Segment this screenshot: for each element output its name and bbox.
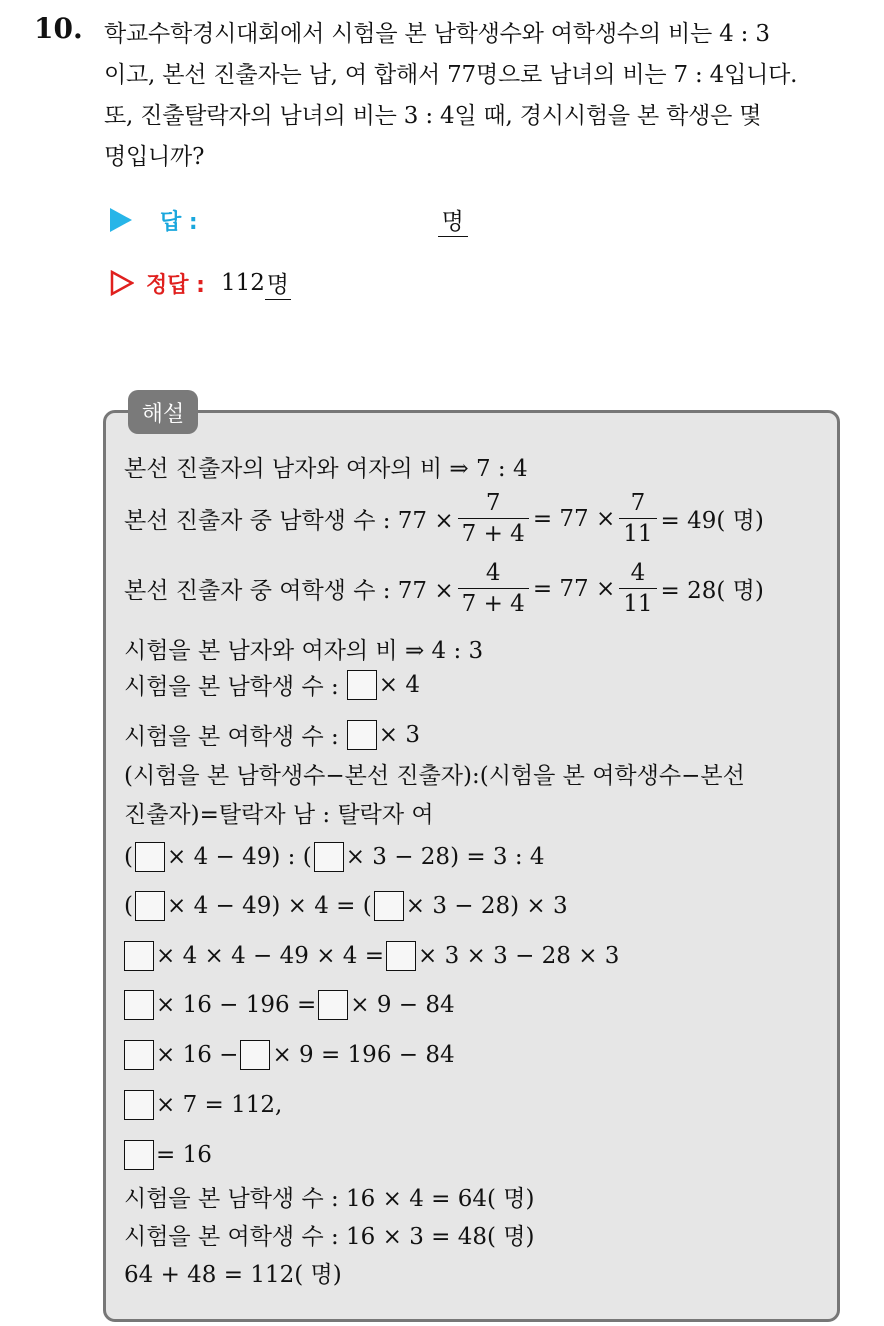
- equation-text: × 3: [378, 721, 420, 748]
- equation-text: 시험을 본 남학생 수 :: [124, 674, 339, 700]
- equation-text: = 16: [156, 1142, 212, 1168]
- blank-box: [347, 720, 377, 750]
- fraction: [458, 558, 529, 619]
- solution-line: 시험을 본 여학생 수 : 16 × 3 = 48( 명): [124, 1224, 535, 1250]
- equation-text: × 16 −: [156, 1042, 239, 1068]
- equation-line: [124, 990, 455, 1020]
- blank-box: [124, 1090, 154, 1120]
- equation-text: × 9 = 196 − 84: [272, 1042, 455, 1068]
- blank-box: [374, 891, 404, 921]
- equation-text: = 77 ×: [532, 505, 616, 532]
- equation-line: [124, 1040, 455, 1070]
- equation-text: (: [124, 893, 133, 919]
- fraction: [619, 488, 656, 549]
- equation-text: × 4 − 49) : (: [166, 844, 312, 870]
- blank-box: [314, 842, 344, 872]
- equation-text: = 77 ×: [532, 575, 616, 602]
- equation-text: × 3 × 3 − 28 × 3: [418, 943, 620, 969]
- fraction: [458, 488, 529, 549]
- blank-box: [124, 1140, 154, 1170]
- fraction-numerator: 4: [485, 560, 501, 586]
- question-text: [104, 14, 864, 178]
- blank-box: [240, 1040, 270, 1070]
- fraction-numerator: 7: [485, 490, 501, 516]
- equation-line: [124, 891, 568, 921]
- solution-line: 본선 진출자의 남자와 여자의 비 ⇒ 7 : 4: [124, 456, 528, 482]
- play-arrow-icon: [110, 208, 132, 232]
- equation-text: × 3 − 28) = 3 : 4: [345, 844, 545, 870]
- equation-text: (: [124, 844, 133, 870]
- blank-box: [386, 941, 416, 971]
- question-line: 또, 진출탈락자의 남녀의 비는 3 : 4일 때, 경시시험을 본 학생은 몇: [104, 103, 762, 129]
- equation-text: × 16 − 196 =: [156, 992, 317, 1018]
- answer-label: 답 :: [160, 209, 198, 235]
- solution-line: 시험을 본 남학생 수 : 16 × 4 = 64( 명): [124, 1186, 535, 1212]
- solution-line: 진출자)=탈락자 남 : 탈락자 여: [124, 802, 434, 828]
- equation-text: × 3 − 28) × 3: [405, 893, 568, 919]
- blank-box: [135, 842, 165, 872]
- fraction-denominator: 11: [619, 588, 656, 619]
- equation-line: [124, 941, 619, 971]
- equation-text: × 7 = 112,: [156, 1092, 283, 1118]
- equation-text: = 49( 명): [660, 508, 764, 534]
- answer-row: [110, 203, 468, 237]
- blank-box: [347, 670, 377, 700]
- question-line: 학교수학경시대회에서 시험을 본 남학생수와 여학생수의 비는 4 : 3: [104, 21, 770, 47]
- fraction-denominator: 11: [619, 518, 656, 549]
- blank-box: [124, 941, 154, 971]
- male-finalist-equation: [124, 488, 764, 549]
- solution-line: 시험을 본 남자와 여자의 비 ⇒ 4 : 3: [124, 638, 484, 664]
- correct-answer-value: 112: [220, 270, 265, 296]
- answer-unit: 명: [438, 203, 468, 237]
- equation-text: × 4 − 49) × 4 = (: [166, 893, 372, 919]
- equation-text: 시험을 본 여학생 수 :: [124, 724, 339, 750]
- question-line: 명입니까?: [104, 144, 205, 170]
- equation-text: × 9 − 84: [350, 992, 455, 1018]
- solution-tab: 해설: [128, 390, 198, 434]
- fraction: [619, 558, 656, 619]
- solution-line: [124, 668, 420, 701]
- blank-box: [318, 990, 348, 1020]
- correct-answer-unit: 명: [265, 266, 291, 300]
- equation-text: 본선 진출자 중 여학생 수 : 77 ×: [124, 578, 454, 604]
- blank-box: [135, 891, 165, 921]
- outline-arrow-icon: [110, 270, 134, 296]
- equation-line: [124, 1090, 282, 1120]
- female-finalist-equation: [124, 558, 764, 619]
- blank-box: [124, 990, 154, 1020]
- fraction-denominator: 7 + 4: [458, 588, 529, 619]
- equation-text: = 28( 명): [660, 578, 764, 604]
- fraction-numerator: 4: [630, 560, 646, 586]
- correct-answer-label: 정답 :: [146, 272, 205, 298]
- equation-line: [124, 1140, 212, 1170]
- solution-line: [124, 718, 420, 751]
- equation-text: × 4: [378, 671, 420, 698]
- equation-text: 본선 진출자 중 남학생 수 : 77 ×: [124, 508, 454, 534]
- fraction-numerator: 7: [630, 490, 646, 516]
- blank-box: [124, 1040, 154, 1070]
- solution-line: 64 + 48 = 112( 명): [124, 1262, 342, 1288]
- fraction-denominator: 7 + 4: [458, 518, 529, 549]
- question-number: 10.: [34, 12, 83, 45]
- equation-line: [124, 842, 545, 872]
- correct-answer-row: [110, 266, 291, 300]
- solution-line: (시험을 본 남학생수−본선 진출자):(시험을 본 여학생수−본선: [124, 763, 745, 789]
- equation-text: × 4 × 4 − 49 × 4 =: [156, 943, 385, 969]
- question-line: 이고, 본선 진출자는 남, 여 합해서 77명으로 남녀의 비는 7 : 4입니다.: [104, 62, 798, 88]
